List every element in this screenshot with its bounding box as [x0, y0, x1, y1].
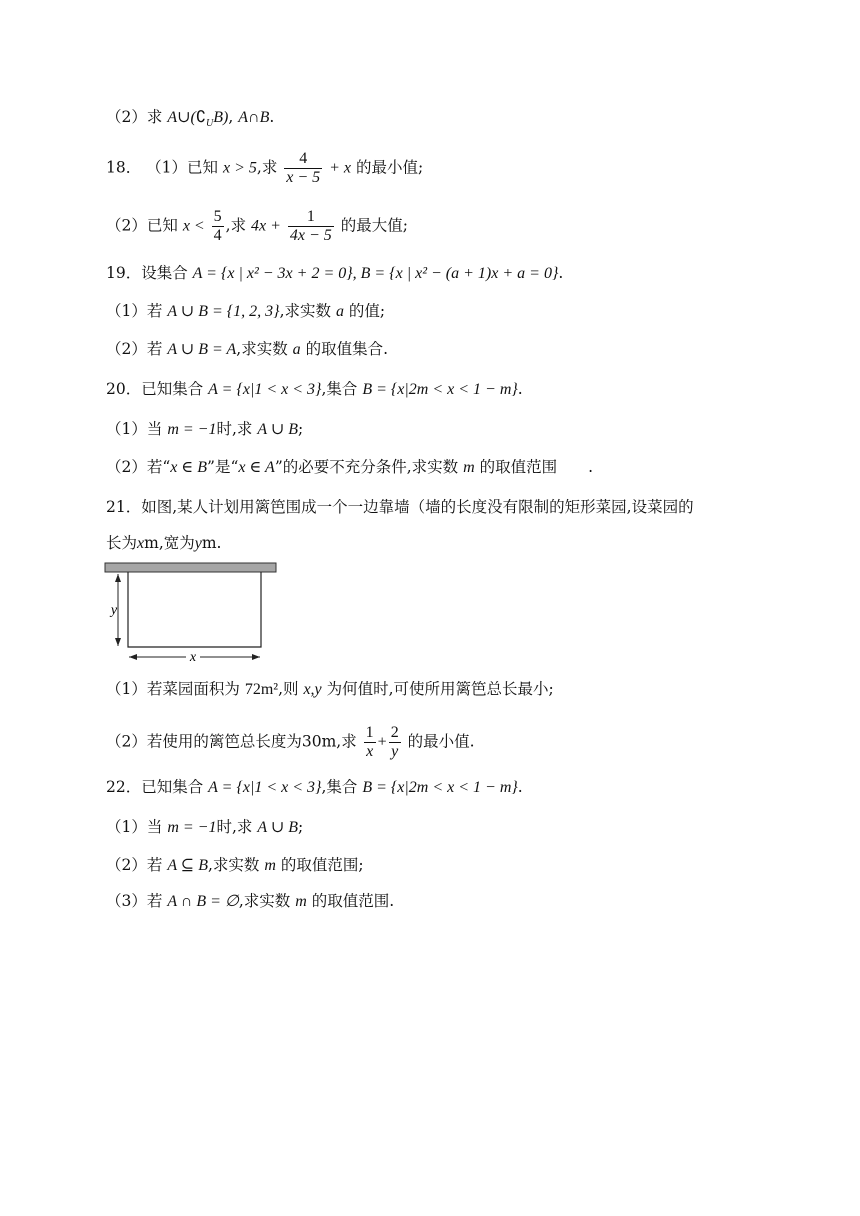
- q21-line2: 长为xm,宽为ym.: [106, 534, 222, 552]
- q20-intro: 20．已知集合 A = {x|1 < x < 3},集合 B = {x|2m < x < 1 − m}.: [106, 380, 523, 398]
- fig-y-label: y: [110, 603, 118, 618]
- q22-part3: （3）若 A ∩ B = ∅,求实数 m 的取值范围.: [106, 892, 395, 910]
- x-arrow-right: [252, 654, 260, 660]
- q19-part1: （1）若 A ∪ B = {1, 2, 3},求实数 a 的值;: [106, 302, 386, 320]
- wall: [105, 563, 276, 572]
- q22-intro: 22．已知集合 A = {x|1 < x < 3},集合 B = {x|2m < x < 1 − m}.: [106, 778, 523, 796]
- garden-figure: [104, 560, 284, 670]
- q19-part2: （2）若 A ∪ B = A,求实数 a 的取值集合.: [106, 340, 389, 358]
- q21-fraction-1: $\frac{1}{x}$: [365, 724, 374, 760]
- y-arrow-bottom: [115, 638, 121, 646]
- q21-fraction-2: $\frac{2}{y}$: [390, 724, 399, 760]
- q20-part1: （1）当 m = −1时,求 A ∪ B;: [106, 420, 304, 438]
- q17-union-complement: $A\cup(∁_UB)$: [167, 109, 229, 130]
- q18-2-fraction: $\frac{1}{4x - 5}$: [289, 208, 332, 244]
- q20-part2: （2）若“x ∈ B”是“x ∈ A”的必要不充分条件,求实数 m 的取值范围 .: [106, 458, 594, 476]
- y-arrow-top: [115, 574, 121, 582]
- q17-part2: （2）求 $A\cup(∁_UB)$, A∩B.: [106, 108, 275, 130]
- q22-part2: （2）若 A ⊆ B,求实数 m 的取值范围;: [106, 856, 364, 874]
- q18-1-fraction: $\frac{4}{x - 5}$: [286, 150, 321, 186]
- q22-part1: （1）当 m = −1时,求 A ∪ B;: [106, 818, 304, 836]
- q21-part1: （1）若菜园面积为 72m²,则 x,y 为何值时,可使所用篱笆总长最小;: [106, 680, 554, 698]
- q19-intro: 19．设集合 A = {x | x² − 3x + 2 = 0}, B = {x | x² − (a + 1)x + a = 0}.: [106, 264, 564, 282]
- q18-part2: （2）已知 x < $\frac{5}{4}$ ,求 4x + $\frac{1}{4x - 5}$ 的最大值;: [106, 208, 408, 244]
- fig-x-label: x: [189, 650, 197, 665]
- q18-2-condition-fraction: $\frac{5}{4}$: [213, 208, 222, 244]
- fence-rect: [128, 572, 261, 647]
- q17-intersection: A∩B: [238, 109, 270, 126]
- q21-line1: 21．如图,某人计划用篱笆围成一个一边靠墙（墙的长度没有限制的矩形菜园,设菜园的: [106, 498, 694, 516]
- q18-part1: 18． （1）已知 x > 5,求 $\frac{4}{x - 5}$ + x 的最小值;: [106, 150, 424, 186]
- q21-part2: （2）若使用的篱笆总长度为30m,求 $\frac{1}{x}$ + $\frac{2}{y}$ 的最小值.: [106, 724, 475, 760]
- x-arrow-left: [129, 654, 137, 660]
